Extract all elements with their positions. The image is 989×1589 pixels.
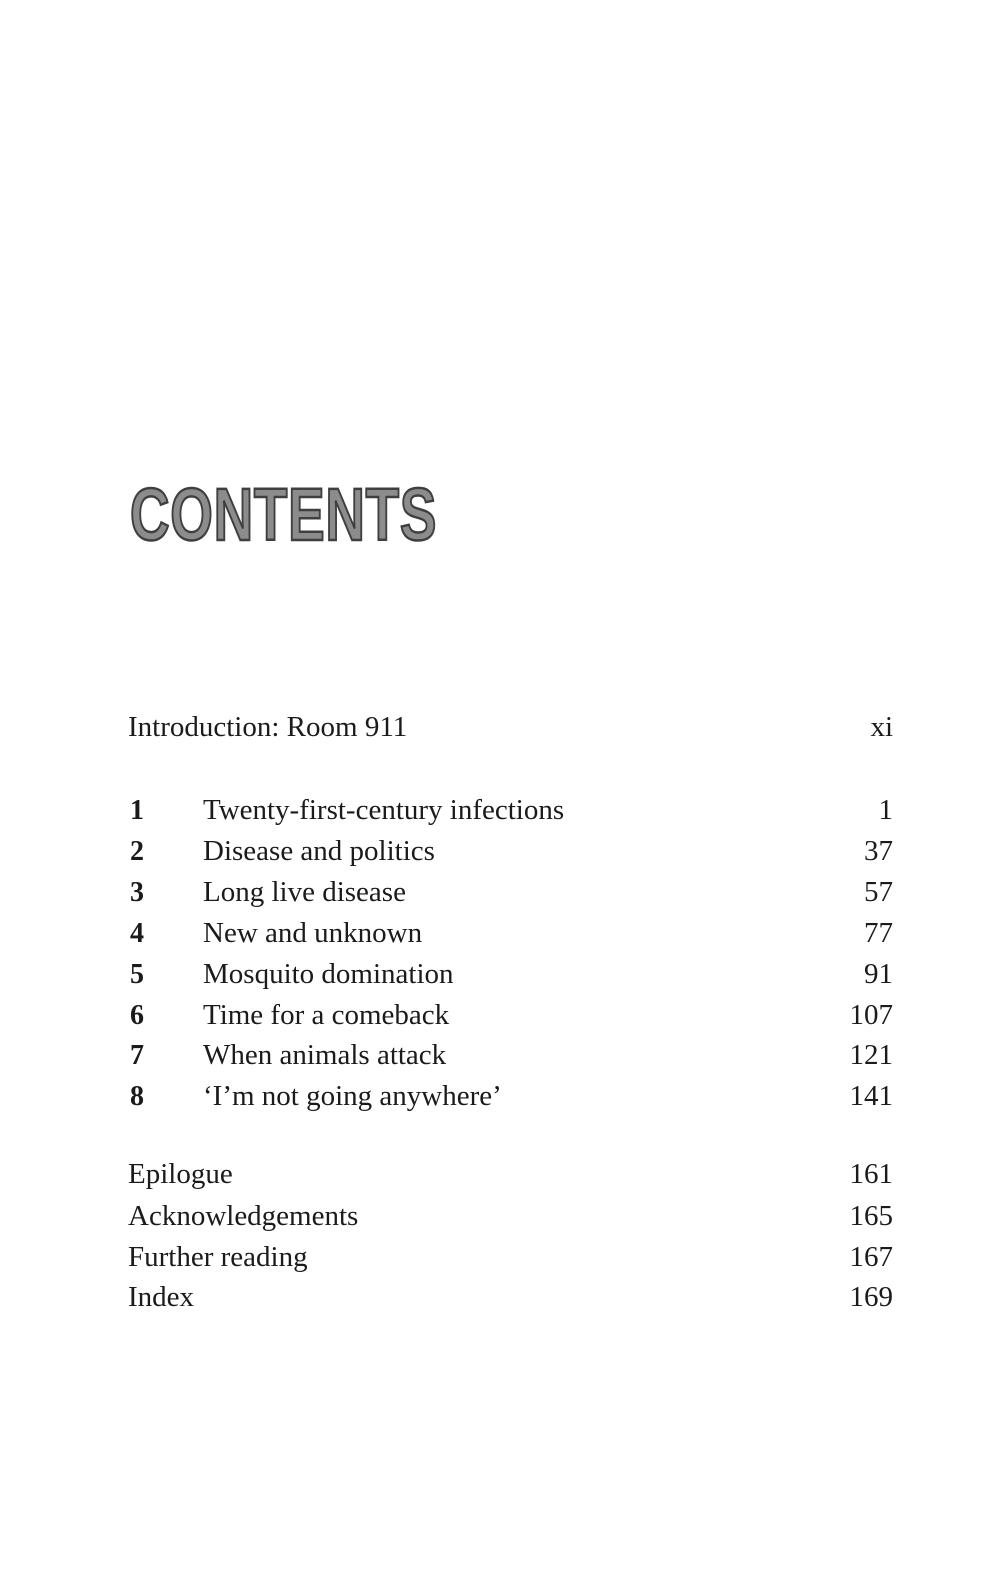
toc-intro-row — [128, 710, 893, 744]
backmatter-label: Further reading — [128, 1241, 308, 1273]
chapter-number: 7 — [130, 1040, 144, 1071]
toc-chapter-row — [130, 998, 893, 1033]
chapter-number: 8 — [130, 1081, 144, 1112]
chapter-page-number: 37 — [864, 835, 893, 867]
chapter-title: Twenty-first-century infections — [203, 794, 565, 826]
chapter-title: Time for a comeback — [203, 999, 450, 1031]
backmatter-page-number: 161 — [849, 1158, 893, 1190]
chapter-page-number: 107 — [849, 999, 893, 1031]
toc-backmatter-row — [128, 1240, 893, 1274]
chapter-page-number: 57 — [864, 876, 893, 908]
chapter-page-number: 141 — [849, 1080, 893, 1112]
chapter-title: Disease and politics — [203, 835, 435, 867]
chapter-title: ‘I’m not going anywhere’ — [203, 1080, 502, 1112]
chapter-page-number: 91 — [864, 958, 893, 990]
toc-chapter-row — [130, 834, 893, 869]
chapter-number: 5 — [130, 959, 144, 990]
chapter-number: 1 — [130, 795, 144, 826]
toc-backmatter-row — [128, 1280, 893, 1314]
toc-backmatter-row — [128, 1199, 893, 1233]
chapter-title: When animals attack — [203, 1039, 447, 1071]
backmatter-page-number: 165 — [849, 1200, 893, 1232]
chapter-number: 6 — [130, 1000, 144, 1031]
toc-chapter-row — [130, 957, 893, 992]
intro-page-number: xi — [870, 711, 893, 743]
backmatter-page-number: 167 — [849, 1241, 893, 1273]
backmatter-label: Index — [128, 1281, 195, 1313]
backmatter-label: Acknowledgements — [128, 1200, 359, 1232]
toc-chapter-row — [130, 875, 893, 910]
chapter-number: 2 — [130, 836, 144, 867]
backmatter-label: Epilogue — [128, 1158, 233, 1190]
chapter-title: Mosquito domination — [203, 958, 454, 990]
toc-chapter-row — [130, 916, 893, 951]
chapter-page-number: 1 — [878, 794, 893, 826]
chapter-page-number: 121 — [849, 1039, 893, 1071]
chapter-title: New and unknown — [203, 917, 423, 949]
toc-backmatter-row — [128, 1157, 893, 1191]
intro-label: Introduction: Room 911 — [128, 711, 408, 743]
chapter-number: 3 — [130, 877, 144, 908]
backmatter-page-number: 169 — [849, 1281, 893, 1313]
chapter-number: 4 — [130, 918, 144, 949]
chapter-page-number: 77 — [864, 917, 893, 949]
page-title: CONTENTS — [130, 473, 438, 556]
chapter-title: Long live disease — [203, 876, 406, 908]
toc-chapter-row — [130, 793, 893, 828]
toc-chapter-row — [130, 1038, 893, 1073]
toc-chapter-row — [130, 1079, 893, 1114]
